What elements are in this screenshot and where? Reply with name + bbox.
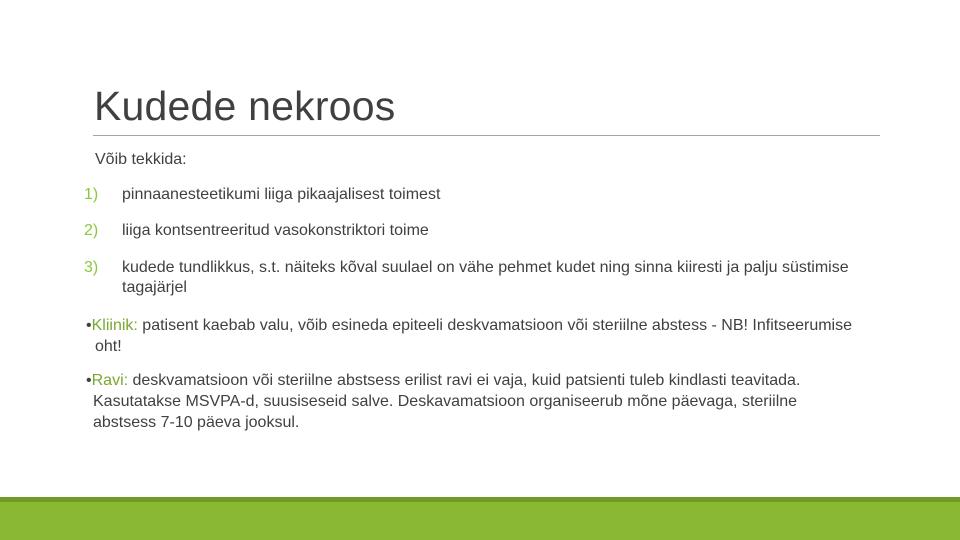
bullet-ravi	[86, 370, 853, 433]
bottom-accent-bar	[0, 497, 960, 540]
bullet-marker: •	[86, 372, 92, 389]
bullet-key: Kliinik:	[91, 317, 138, 334]
item-text: pinnaanesteetikumi liiga pikaajalisest toimest	[122, 186, 441, 203]
intro-text: Võib tekkida:	[95, 151, 187, 168]
bottom-accent-line	[0, 497, 960, 502]
item-number: 3)	[84, 259, 99, 276]
title-divider	[93, 135, 880, 136]
item-text: kudede tundlikkus, s.t. näiteks kõval suulael on vähe pehmet kudet ning sinna kiiresti ja palju süstimise tagajärjel	[122, 259, 849, 296]
numbered-item-3	[84, 258, 884, 298]
bullet-marker: •	[86, 317, 92, 334]
item-number: 2)	[84, 222, 99, 239]
numbered-item-1	[84, 185, 884, 205]
bullet-text: patisent kaebab valu, võib esineda epiteeli deskvamatsioon või steriilne abstess - NB! Infitseerumise oht!	[95, 317, 852, 355]
item-text: liiga kontsentreeritud vasokonstriktori toime	[122, 222, 429, 239]
bullet-kliinik	[86, 315, 875, 357]
bullet-text: deskvamatsioon või steriilne abstsess erilist ravi ei vaja, kuid patsienti tuleb kindlasti teavitada. Kasutatakse MSVPA-d, suusiseseid salve. Deskavamatsioon organiseerub mõne päevaga, steriilne abstsess 7-10 päeva jooksul.	[93, 372, 801, 431]
numbered-item-2	[84, 221, 884, 241]
bullet-key: Ravi:	[91, 372, 129, 389]
item-number: 1)	[84, 186, 99, 203]
slide-title: Kudede nekroos	[94, 83, 396, 129]
